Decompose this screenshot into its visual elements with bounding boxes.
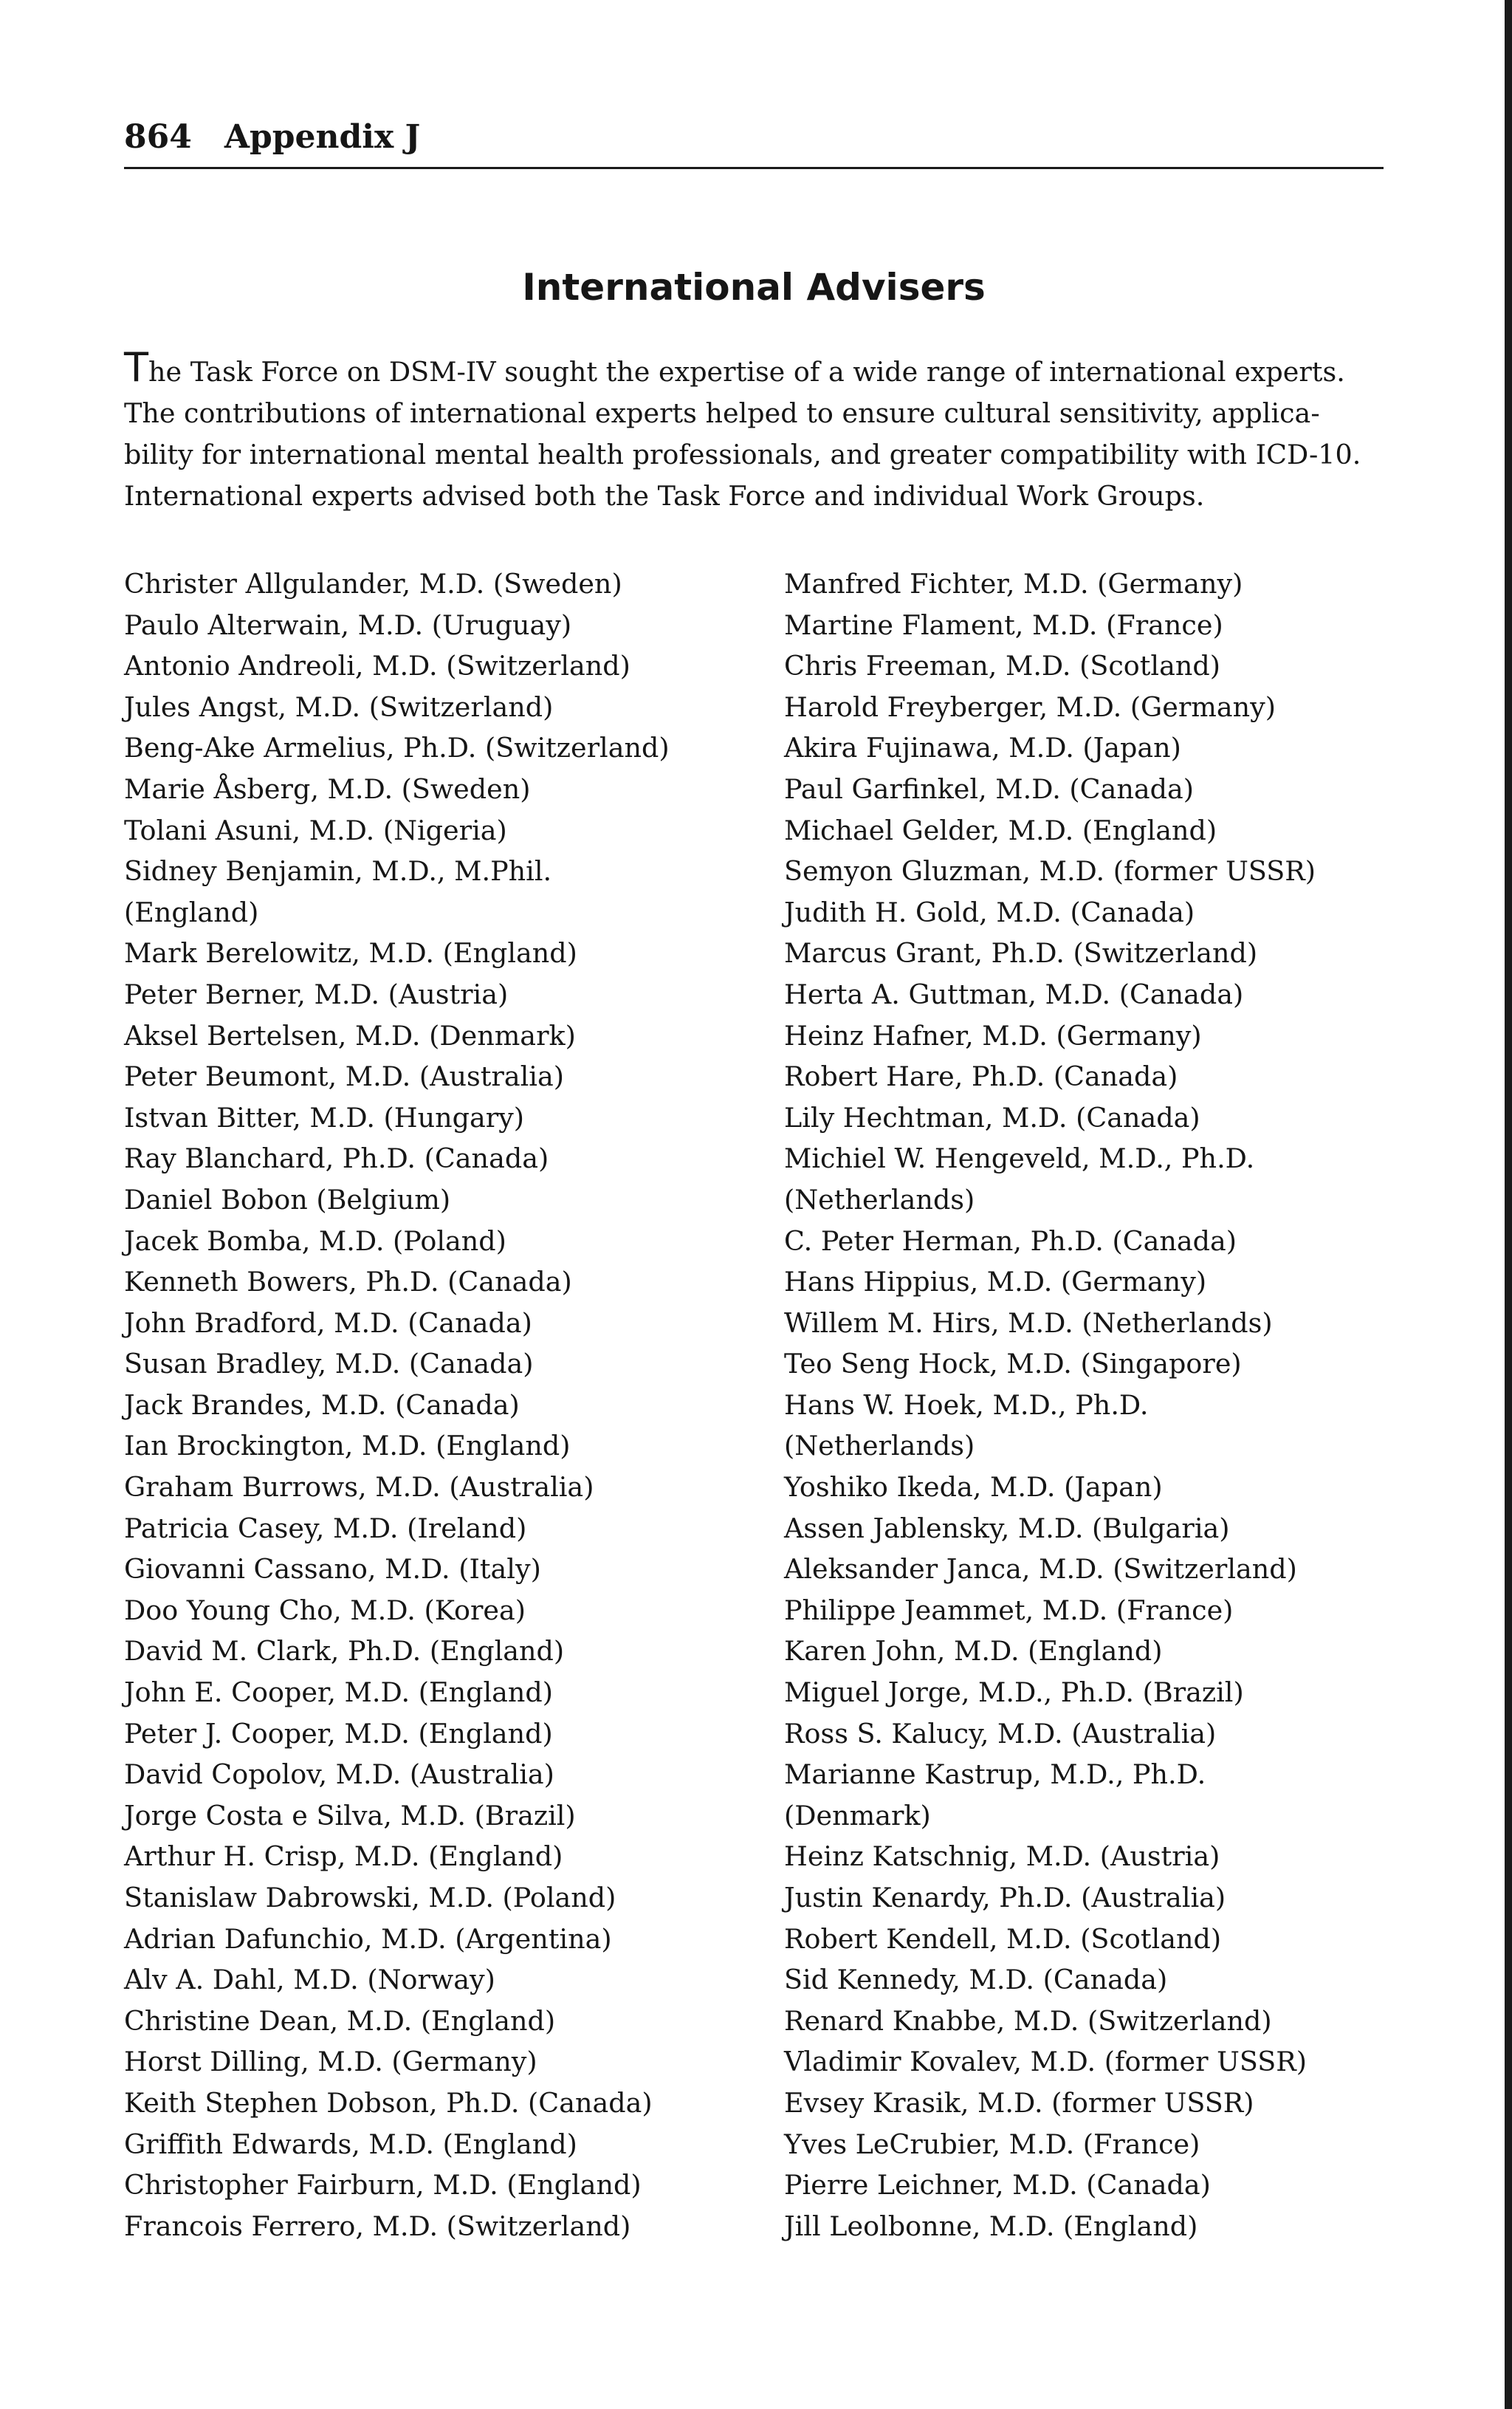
adviser-name: David Copolov, M.D. (Australia) <box>124 1758 554 1791</box>
adviser-name: John Bradford, M.D. (Canada) <box>124 1306 532 1339</box>
adviser-name: Marie Åsberg, M.D. (Sweden) <box>124 772 531 805</box>
adviser-entry <box>784 933 1384 974</box>
appendix-label: Appendix J <box>224 118 421 156</box>
adviser-entry <box>784 2165 1384 2206</box>
adviser-name: Pierre Leichner, M.D. (Canada) <box>784 2169 1211 2201</box>
adviser-name: Graham Burrows, M.D. (Australia) <box>124 1471 594 1504</box>
adviser-name: Robert Hare, Ph.D. (Canada) <box>784 1060 1178 1093</box>
drop-cap: T <box>124 344 148 391</box>
adviser-entry <box>124 1015 737 1057</box>
adviser-name: Manfred Fichter, M.D. (Germany) <box>784 568 1243 600</box>
adviser-entry <box>124 1549 737 1590</box>
adviser-name: Jorge Costa e Silva, M.D. (Brazil) <box>124 1799 576 1831</box>
adviser-entry <box>784 727 1384 769</box>
adviser-entry <box>784 2124 1384 2165</box>
adviser-name: Paul Garfinkel, M.D. (Canada) <box>784 772 1194 805</box>
adviser-name: Doo Young Cho, M.D. (Korea) <box>124 1594 526 1626</box>
adviser-entry <box>124 1179 737 1221</box>
adviser-name: Heinz Katschnig, M.D. (Austria) <box>784 1840 1220 1873</box>
adviser-entry <box>124 1754 737 1795</box>
adviser-entry <box>784 1015 1384 1057</box>
adviser-name-continuation: (Netherlands) <box>784 1430 975 1462</box>
adviser-name: Philippe Jeammet, M.D. (France) <box>784 1594 1234 1626</box>
adviser-entry <box>784 563 1384 605</box>
adviser-entry <box>124 1138 737 1179</box>
adviser-entry <box>124 645 737 687</box>
adviser-name: Peter Berner, M.D. (Austria) <box>124 978 509 1010</box>
adviser-name: Evsey Krasik, M.D. (former USSR) <box>784 2086 1254 2119</box>
adviser-name: Susan Bradley, M.D. (Canada) <box>124 1348 534 1380</box>
adviser-entry <box>124 1508 737 1549</box>
adviser-entry <box>784 810 1384 851</box>
adviser-name: Yoshiko Ikeda, M.D. (Japan) <box>784 1471 1163 1504</box>
adviser-entry <box>784 1631 1384 1672</box>
adviser-entry <box>124 563 737 605</box>
advisers-column-right <box>784 563 1384 2247</box>
adviser-name: Harold Freyberger, M.D. (Germany) <box>784 691 1276 723</box>
adviser-name: Antonio Andreoli, M.D. (Switzerland) <box>124 650 630 682</box>
adviser-name: Miguel Jorge, M.D., Ph.D. (Brazil) <box>784 1676 1244 1709</box>
adviser-name: Akira Fujinawa, M.D. (Japan) <box>784 732 1181 764</box>
adviser-name: Ross S. Kalucy, M.D. (Australia) <box>784 1717 1217 1750</box>
adviser-name: Herta A. Guttman, M.D. (Canada) <box>784 978 1244 1010</box>
adviser-entry <box>124 1303 737 1344</box>
adviser-entry <box>784 2083 1384 2124</box>
adviser-entry <box>124 687 737 728</box>
adviser-name: Vladimir Kovalev, M.D. (former USSR) <box>784 2046 1307 2078</box>
adviser-entry <box>784 1303 1384 1344</box>
adviser-entry <box>124 1631 737 1672</box>
adviser-entry <box>124 1221 737 1262</box>
adviser-name: David M. Clark, Ph.D. (England) <box>124 1635 565 1668</box>
adviser-entry <box>784 1959 1384 2001</box>
adviser-entry <box>124 2041 737 2083</box>
adviser-entry <box>124 1590 737 1631</box>
adviser-name: Christer Allgulander, M.D. (Sweden) <box>124 568 622 600</box>
adviser-name: Semyon Gluzman, M.D. (former USSR) <box>784 855 1316 888</box>
adviser-entry <box>124 933 737 974</box>
adviser-entry <box>784 1590 1384 1631</box>
adviser-name: Jacek Bomba, M.D. (Poland) <box>124 1224 506 1257</box>
adviser-entry <box>124 1877 737 1919</box>
adviser-name: Jules Angst, M.D. (Switzerland) <box>124 691 554 723</box>
adviser-name: Peter J. Cooper, M.D. (England) <box>124 1717 553 1750</box>
adviser-entry <box>124 2083 737 2124</box>
adviser-entry <box>784 2041 1384 2083</box>
adviser-name: Daniel Bobon (Belgium) <box>124 1183 451 1216</box>
adviser-entry <box>124 1467 737 1508</box>
adviser-entry <box>784 2001 1384 2042</box>
adviser-name: Kenneth Bowers, Ph.D. (Canada) <box>124 1266 572 1298</box>
adviser-entry <box>784 1672 1384 1713</box>
adviser-name: Tolani Asuni, M.D. (Nigeria) <box>124 814 507 846</box>
adviser-entry <box>124 2001 737 2042</box>
adviser-name: Sidney Benjamin, M.D., M.Phil. <box>124 855 552 888</box>
adviser-entry <box>784 1343 1384 1385</box>
adviser-name: Marianne Kastrup, M.D., Ph.D. <box>784 1758 1206 1791</box>
adviser-name: Hans Hippius, M.D. (Germany) <box>784 1266 1207 1298</box>
adviser-entry <box>784 769 1384 810</box>
adviser-entry <box>784 1754 1384 1836</box>
adviser-name: Christine Dean, M.D. (England) <box>124 2004 556 2037</box>
adviser-name: Francois Ferrero, M.D. (Switzerland) <box>124 2210 631 2242</box>
adviser-name: Adrian Dafunchio, M.D. (Argentina) <box>124 1922 612 1955</box>
adviser-name: Alv A. Dahl, M.D. (Norway) <box>124 1964 495 1996</box>
adviser-entry <box>784 892 1384 933</box>
adviser-name: Lily Hechtman, M.D. (Canada) <box>784 1101 1200 1134</box>
adviser-name: Ray Blanchard, Ph.D. (Canada) <box>124 1142 549 1175</box>
adviser-entry <box>124 1261 737 1303</box>
adviser-entry <box>784 645 1384 687</box>
adviser-name-continuation: (Netherlands) <box>784 1183 975 1216</box>
adviser-name: Paulo Alterwain, M.D. (Uruguay) <box>124 609 572 641</box>
adviser-name: Giovanni Cassano, M.D. (Italy) <box>124 1553 541 1586</box>
adviser-name: Sid Kennedy, M.D. (Canada) <box>784 1964 1168 1996</box>
adviser-entry <box>124 2165 737 2206</box>
page-number: 864 <box>124 118 192 156</box>
adviser-name-continuation: (Denmark) <box>784 1799 931 1831</box>
adviser-entry <box>124 1385 737 1426</box>
adviser-entry <box>784 1221 1384 1262</box>
intro-line: The Task Force on DSM-IV sought the expertise of a wide range of international experts. <box>124 344 1345 391</box>
adviser-entry <box>124 605 737 646</box>
adviser-entry <box>124 1959 737 2001</box>
adviser-name: Jill Leolbonne, M.D. (England) <box>784 2210 1198 2242</box>
adviser-entry <box>784 1385 1384 1467</box>
intro-line: bility for international mental health professionals, and greater compatibility with ICD-10. <box>124 439 1361 470</box>
adviser-name: Renard Knabbe, M.D. (Switzerland) <box>784 2004 1272 2037</box>
running-head <box>124 117 420 158</box>
intro-line: The contributions of international experts helped to ensure cultural sensitivity, applica- <box>124 397 1320 429</box>
intro-paragraph <box>124 344 1384 517</box>
adviser-name: Patricia Casey, M.D. (Ireland) <box>124 1512 527 1544</box>
adviser-entry <box>784 687 1384 728</box>
adviser-entry <box>124 2206 737 2247</box>
adviser-entry <box>784 1097 1384 1139</box>
adviser-entry <box>784 1549 1384 1590</box>
adviser-name: Beng-Ake Armelius, Ph.D. (Switzerland) <box>124 732 670 764</box>
adviser-name: Arthur H. Crisp, M.D. (England) <box>124 1840 563 1873</box>
adviser-entry <box>784 851 1384 892</box>
adviser-name: Chris Freeman, M.D. (Scotland) <box>784 650 1220 682</box>
advisers-column-left <box>124 563 737 2247</box>
adviser-name: Teo Seng Hock, M.D. (Singapore) <box>784 1348 1242 1380</box>
adviser-entry <box>784 1138 1384 1220</box>
adviser-name: Martine Flament, M.D. (France) <box>784 609 1223 641</box>
adviser-name: Griffith Edwards, M.D. (England) <box>124 2128 577 2160</box>
adviser-name: Robert Kendell, M.D. (Scotland) <box>784 1922 1222 1955</box>
adviser-name: Hans W. Hoek, M.D., Ph.D. <box>784 1388 1149 1421</box>
adviser-name: Aleksander Janca, M.D. (Switzerland) <box>784 1553 1297 1586</box>
adviser-entry <box>784 1056 1384 1097</box>
intro-line: International experts advised both the Task Force and individual Work Groups. <box>124 480 1205 512</box>
adviser-name: Heinz Hafner, M.D. (Germany) <box>784 1019 1202 1052</box>
header-rule <box>124 167 1384 169</box>
adviser-name: Keith Stephen Dobson, Ph.D. (Canada) <box>124 2086 653 2119</box>
adviser-entry <box>124 1343 737 1385</box>
adviser-name: Karen John, M.D. (England) <box>784 1635 1163 1668</box>
adviser-name: Jack Brandes, M.D. (Canada) <box>124 1388 520 1421</box>
adviser-entry <box>784 605 1384 646</box>
adviser-entry <box>784 1261 1384 1303</box>
adviser-entry <box>784 1836 1384 1877</box>
adviser-entry <box>784 974 1384 1015</box>
adviser-entry <box>124 1425 737 1467</box>
adviser-name: Istvan Bitter, M.D. (Hungary) <box>124 1101 525 1134</box>
adviser-name: Willem M. Hirs, M.D. (Netherlands) <box>784 1306 1273 1339</box>
adviser-name: Yves LeCrubier, M.D. (France) <box>784 2128 1200 2160</box>
adviser-entry <box>784 1508 1384 1549</box>
adviser-name: Mark Berelowitz, M.D. (England) <box>124 937 577 970</box>
adviser-entry <box>124 1919 737 1960</box>
section-title: International Advisers <box>522 266 986 309</box>
adviser-entry <box>784 1919 1384 1960</box>
adviser-name: John E. Cooper, M.D. (England) <box>124 1676 554 1709</box>
adviser-entry <box>124 727 737 769</box>
adviser-entry <box>124 2124 737 2165</box>
adviser-entry <box>784 2206 1384 2247</box>
adviser-entry <box>784 1877 1384 1919</box>
adviser-name: Ian Brockington, M.D. (England) <box>124 1430 571 1462</box>
adviser-entry <box>124 1097 737 1139</box>
adviser-entry <box>784 1467 1384 1508</box>
adviser-entry <box>124 769 737 810</box>
adviser-name: Assen Jablensky, M.D. (Bulgaria) <box>784 1512 1230 1544</box>
adviser-name: Aksel Bertelsen, M.D. (Denmark) <box>124 1019 576 1052</box>
adviser-name: C. Peter Herman, Ph.D. (Canada) <box>784 1224 1237 1257</box>
adviser-entry <box>124 851 737 933</box>
adviser-entry <box>124 810 737 851</box>
adviser-entry <box>124 1713 737 1755</box>
adviser-name: Stanislaw Dabrowski, M.D. (Poland) <box>124 1882 616 1913</box>
adviser-name: Horst Dilling, M.D. (Germany) <box>124 2046 537 2078</box>
adviser-name: Peter Beumont, M.D. (Australia) <box>124 1060 564 1093</box>
adviser-entry <box>124 1836 737 1877</box>
adviser-entry <box>784 1713 1384 1755</box>
adviser-name: Michael Gelder, M.D. (England) <box>784 814 1217 846</box>
adviser-entry <box>124 1056 737 1097</box>
adviser-name: Judith H. Gold, M.D. (Canada) <box>784 896 1195 928</box>
adviser-entry <box>124 1795 737 1837</box>
page-edge-shadow <box>1505 0 1512 2409</box>
adviser-name-continuation: (England) <box>124 896 259 928</box>
adviser-name: Marcus Grant, Ph.D. (Switzerland) <box>784 937 1258 970</box>
adviser-name: Justin Kenardy, Ph.D. (Australia) <box>784 1882 1226 1913</box>
adviser-entry <box>124 974 737 1015</box>
adviser-entry <box>124 1672 737 1713</box>
adviser-name: Christopher Fairburn, M.D. (England) <box>124 2169 642 2201</box>
adviser-name: Michiel W. Hengeveld, M.D., Ph.D. <box>784 1142 1255 1175</box>
